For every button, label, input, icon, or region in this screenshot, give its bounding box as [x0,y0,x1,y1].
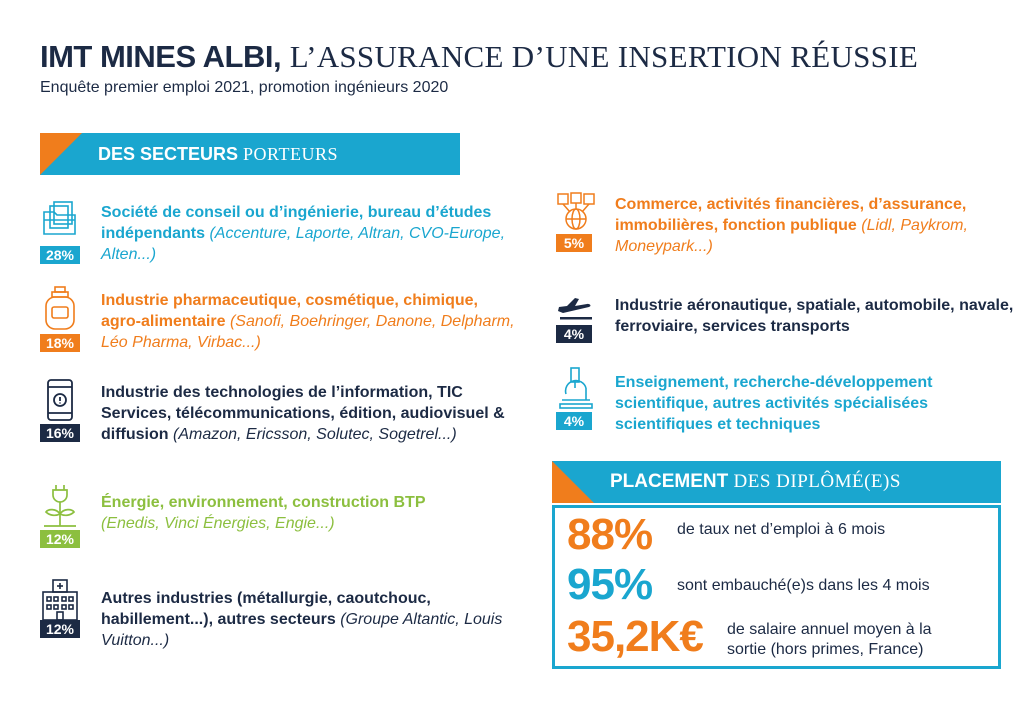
placement-banner-label [610,471,901,493]
banner-corner [552,461,594,503]
sector-name: Énergie, environnement, construction BTP [101,494,426,511]
page-subtitle: Enquête premier emploi 2021, promotion ingénieurs 2020 [40,79,449,96]
sector-percent-badge: 12% [40,620,80,638]
sector-name: Industrie pharmaceutique, cosmétique, chimique, agro-alimentaire [101,292,478,330]
placement-banner [552,461,1001,503]
sector-name: Industrie aéronautique, spatiale, automobile, navale, ferroviaire, services transports [615,297,1014,335]
sector-percent-badge: 4% [556,325,592,343]
sector-description [101,492,521,534]
smartphone-alert-icon [40,378,80,422]
sector-description [101,202,521,265]
stat-value: 95% [567,560,653,609]
sector-examples: (Enedis, Vinci Énergies, Engie...) [101,515,335,532]
microscope-icon [556,366,596,410]
sectors-banner-label [98,144,338,165]
sector-name: Société de conseil ou d’ingénierie, bureau d’études indépendants [101,204,492,242]
sector-examples: (Lidl, Paykrom, Moneypark...) [615,217,968,255]
sector-name: Autres industries (métallurgie, caoutchouc, habillement...), autres secteurs [101,590,431,628]
folder-documents-icon [40,198,80,242]
sector-item [40,578,520,648]
sector-description [615,372,1015,435]
title-bold: IMT MINES ALBI, [40,39,282,74]
sector-examples: (Amazon, Ericsson, Solutec, Sogetrel...) [173,426,457,443]
banner-corner [40,133,82,175]
sector-percent-badge: 12% [40,530,80,548]
sector-name: Commerce, activités financières, d’assurance, immobilières, fonction publique [615,196,967,234]
sector-description [101,290,521,353]
sector-item [40,198,520,268]
page-title [40,40,918,74]
sector-percent-badge: 4% [556,412,592,430]
sector-description [101,382,521,445]
stat-value: 35,2K€ [567,612,703,661]
sector-item [40,484,520,554]
stat-value: 88% [567,510,653,559]
stat-label: sont embauché(e)s dans les 4 mois [677,577,930,594]
hospital-building-icon [40,578,80,622]
commerce-globe-icon [556,192,596,236]
stat-label: de salaire annuel moyen à la sortie (hors primes, France) [727,621,932,658]
sector-examples: (Accenture, Laporte, Altran, CVO-Europe, Alten...) [101,225,506,263]
placement-banner-rest: DES DIPLÔMÉ(E)S [733,471,901,492]
sectors-banner-bold: DES SECTEURS [98,144,239,164]
sector-description [615,194,1005,257]
sector-item [556,366,1006,436]
sector-item [40,286,520,356]
stat-label: de taux net d’emploi à 6 mois [677,521,886,538]
sector-name: Industrie des technologies de l’information, TIC Services, télécommunications, édition, audiovisuel & diffusion [101,384,505,443]
sector-description [101,588,521,651]
sector-item [556,287,1016,347]
sector-percent-badge: 18% [40,334,80,352]
placement-banner-bold: PLACEMENT [610,471,729,492]
title-rest: L’ASSURANCE D’UNE INSERTION RÉUSSIE [289,39,919,74]
sector-examples: (Sanofi, Boehringer, Danone, Delpharm, Léo Pharma, Virbac...) [101,313,515,351]
sector-name: Enseignement, recherche-développement scientifique, autres activités spécialisées scientifiques et techniques [615,374,933,433]
cosmetic-bottle-icon [40,286,80,330]
sectors-banner-rest: PORTEURS [243,144,338,164]
sector-percent-badge: 16% [40,424,80,442]
sector-description [615,295,1024,337]
sector-percent-badge: 5% [556,234,592,252]
sectors-banner [40,133,460,175]
sector-item [556,192,1006,262]
sector-item [40,378,520,468]
sector-percent-badge: 28% [40,246,80,264]
plant-plug-icon [40,484,80,528]
sector-examples: (Groupe Altantic, Louis Vuitton...) [101,611,503,649]
